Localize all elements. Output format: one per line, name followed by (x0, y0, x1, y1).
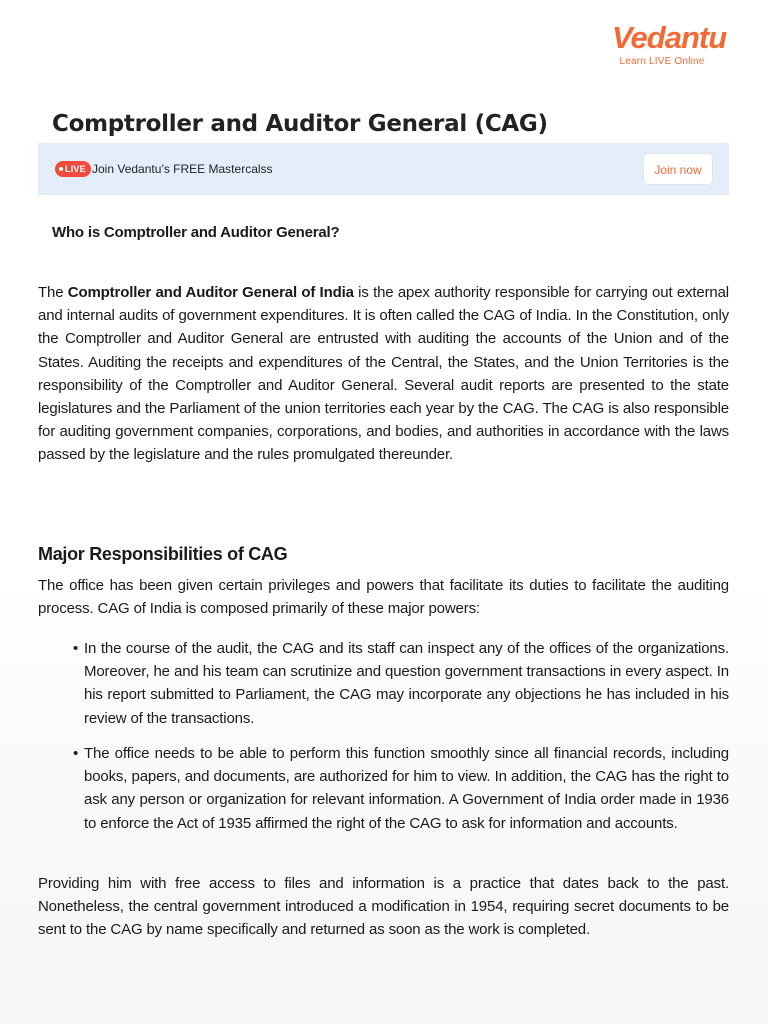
vedantu-logo[interactable] (612, 20, 727, 68)
responsibility-list-1 (70, 637, 729, 730)
closing-paragraph: Providing him with free access to files and information is a practice that dates back to the past. Nonetheless, the central government introduced a modification in 1954, requiring secret documents to be sent to the CAG by name specifically and returned as soon as the work is completed. (38, 875, 729, 939)
logo-wordmark: Vedantu (612, 20, 727, 55)
page-title: Comptroller and Auditor General (CAG) (52, 111, 548, 137)
intro-lead: The (38, 284, 68, 301)
section-question: Who is Comptroller and Auditor General? (52, 224, 340, 241)
section-intro-paragraph: The office has been given certain privileges and powers that facilitate its duties to facilitate the auditing process. CAG of India is composed primarily of these major powers: (38, 577, 729, 618)
list-item-text: In the course of the audit, the CAG and its staff can inspect any of the offices of the organizations. Moreover, he and his team can scrutinize and question government transactions in every aspect. In his report submitted to Parliament, the CAG may incorporate any objections he has included in his review of the transactions. (84, 640, 729, 727)
list-item-text: The office needs to be able to perform this function smoothly since all financial records, including books, papers, and documents, are authorized for him to view. In addition, the CAG has the right to ask any person or organization for relevant information. A Government of India order made in 1936 to enforce the Act of 1935 affirmed the right of the CAG to ask for information and accounts. (84, 745, 729, 832)
banner-text: Join Vedantu’s FREE Mastercalss (92, 162, 273, 176)
list-item (70, 637, 729, 730)
list-item (70, 742, 729, 835)
bullet-icon: • (73, 640, 79, 657)
live-dot-icon (59, 167, 63, 171)
masterclass-banner (38, 143, 729, 195)
bullet-icon: • (73, 745, 79, 762)
live-badge (55, 161, 91, 177)
logo-tagline: Learn LIVE Online (619, 56, 705, 67)
live-label: LIVE (65, 164, 86, 174)
join-now-button[interactable]: Join now (643, 153, 713, 185)
intro-rest: is the apex authority responsible for carrying out external and internal audits of government expenditures. It is often called the CAG of India. In the Constitution, only the Comptroller and Auditor General are entrusted with auditing the accounts of the Union and of the States. Auditing the receipts and expenditures of the Central, the States, and the Union Territories is the responsibility of the Comptroller and Auditor General. Several audit reports are presented to the state legislatures and the Parliament of the union territories each year by the CAG. The CAG is also responsible for auditing government companies, corporations, and bodies, and authorities in accordance with the laws passed by the legislature and the rules promulgated thereunder. (38, 284, 729, 464)
responsibility-list-2 (70, 742, 729, 835)
intro-bold-term: Comptroller and Auditor General of India (67, 284, 354, 301)
section-heading: Major Responsibilities of CAG (38, 544, 288, 564)
intro-paragraph (38, 281, 729, 467)
